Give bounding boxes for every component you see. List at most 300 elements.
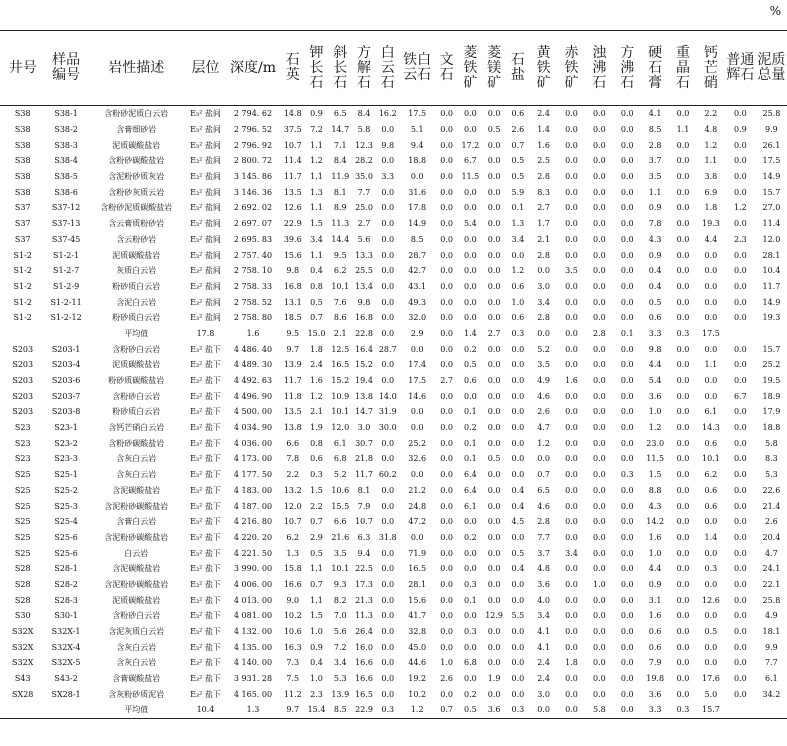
table-cell: 2.8 bbox=[593, 328, 606, 338]
table-cell: 0.9 bbox=[648, 250, 662, 260]
column-header: 岩性描述 bbox=[87, 31, 186, 106]
table-cell: 0.5 bbox=[511, 548, 525, 558]
table-cell: 0.0 bbox=[565, 156, 578, 166]
table-cell: 0.0 bbox=[381, 376, 395, 386]
table-cell: E₃² 盐下 bbox=[190, 407, 221, 417]
table-cell: 19.3 bbox=[762, 313, 781, 323]
table-cell: E₃² 盐间 bbox=[190, 266, 221, 276]
table-cell: E₃² 盐下 bbox=[190, 611, 221, 621]
table-cell: 22.8 bbox=[355, 328, 373, 338]
table-cell: 31.8 bbox=[378, 532, 397, 542]
table-cell: 9.4 bbox=[357, 548, 371, 558]
table-cell: 0.0 bbox=[733, 501, 747, 511]
table-cell: 10.2 bbox=[283, 611, 302, 621]
table-row bbox=[0, 451, 787, 467]
table-row bbox=[0, 435, 787, 451]
table-cell: 8.1 bbox=[357, 485, 371, 495]
table-cell: E₃² 盐间 bbox=[190, 172, 221, 182]
table-cell: E₃² 盐下 bbox=[190, 438, 221, 448]
column-header: 泥质总量 bbox=[756, 31, 787, 106]
table-row bbox=[0, 686, 787, 702]
table-cell: 0.5 bbox=[463, 360, 477, 370]
table-cell: 9.0 bbox=[286, 595, 300, 605]
table-cell: 0.0 bbox=[381, 234, 395, 244]
table-cell: S25-6 bbox=[54, 548, 78, 558]
table-cell: 0.0 bbox=[593, 281, 606, 291]
table-cell: 0.0 bbox=[733, 674, 747, 684]
table-cell: S1-2-1 bbox=[53, 250, 80, 260]
table-cell: 22.6 bbox=[762, 485, 781, 495]
table-cell: 0.6 bbox=[511, 313, 525, 323]
table-cell: S25 bbox=[14, 532, 31, 542]
table-cell: 0.0 bbox=[381, 642, 395, 652]
table-cell: 0.0 bbox=[565, 219, 578, 229]
table-cell: 1.1 bbox=[310, 172, 323, 182]
table-cell: 0.0 bbox=[381, 564, 395, 574]
table-cell: 22.9 bbox=[352, 702, 376, 718]
table-cell: 2.3 bbox=[733, 234, 747, 244]
table-row bbox=[0, 279, 787, 295]
table-cell: 7.7 bbox=[537, 532, 551, 542]
table-cell: 35.0 bbox=[355, 172, 373, 182]
table-cell: 0.0 bbox=[487, 548, 501, 558]
table-cell: 2.8 bbox=[537, 517, 551, 527]
lithology-cell: 含泥粉砂碳酸盐岩 bbox=[104, 501, 169, 511]
table-cell: 0.0 bbox=[733, 250, 747, 260]
table-cell: 5.6 bbox=[333, 627, 347, 637]
table-cell: 3 145. 86 bbox=[233, 172, 273, 182]
table-row bbox=[0, 137, 787, 153]
table-cell: 0.0 bbox=[620, 297, 634, 307]
table-cell: 0.0 bbox=[676, 470, 690, 480]
table-cell: S203-1 bbox=[51, 344, 81, 354]
table-cell: 1.6 bbox=[537, 140, 551, 150]
table-cell: 0.0 bbox=[620, 438, 634, 448]
table-cell: 1.1 bbox=[310, 564, 323, 574]
table-cell: 14.7 bbox=[355, 407, 373, 417]
table-cell: 0.0 bbox=[381, 579, 395, 589]
table-row bbox=[0, 655, 787, 671]
table-cell: 1.0 bbox=[648, 548, 662, 558]
table-cell: 1.2 bbox=[704, 140, 718, 150]
table-cell: 0.7 bbox=[310, 313, 323, 323]
table-cell: 1.0 bbox=[648, 407, 662, 417]
table-cell: 0.0 bbox=[733, 627, 747, 637]
table-cell: 44.6 bbox=[408, 658, 427, 668]
table-cell: 0.0 bbox=[463, 642, 477, 652]
table-cell: 2 695. 83 bbox=[233, 234, 273, 244]
table-cell: 0.0 bbox=[620, 250, 634, 260]
table-cell: 4 221. 50 bbox=[233, 548, 273, 558]
table-cell: 14.9 bbox=[762, 172, 781, 182]
table-cell: 1.9 bbox=[487, 674, 501, 684]
table-cell: 0.0 bbox=[593, 517, 606, 527]
table-cell: 0.0 bbox=[410, 470, 424, 480]
table-cell: 16.2 bbox=[378, 109, 397, 119]
table-cell: 3.4 bbox=[310, 234, 323, 244]
table-cell: S1-2 bbox=[13, 313, 32, 323]
column-header: 石英 bbox=[281, 31, 305, 106]
table-cell: 0.3 bbox=[620, 470, 634, 480]
table-cell: 0.6 bbox=[704, 485, 718, 495]
table-cell: S25 bbox=[14, 470, 31, 480]
table-cell: 0.0 bbox=[620, 140, 634, 150]
table-cell: 3.6 bbox=[648, 391, 662, 401]
table-cell: 18.5 bbox=[283, 313, 302, 323]
table-cell: 4.3 bbox=[648, 234, 662, 244]
table-cell: 2.6 bbox=[765, 517, 778, 527]
table-cell: 15.2 bbox=[355, 360, 373, 370]
table-cell: S23 bbox=[14, 438, 31, 448]
table-cell: 0.0 bbox=[593, 501, 606, 511]
table-cell: S23 bbox=[14, 454, 31, 464]
table-cell: 7.9 bbox=[648, 658, 662, 668]
table-cell: 3.8 bbox=[704, 172, 718, 182]
table-cell: 0.0 bbox=[440, 281, 453, 291]
table-cell: 0.0 bbox=[593, 172, 606, 182]
table-cell: 0.6 bbox=[511, 109, 525, 119]
table-cell: 0.0 bbox=[565, 297, 578, 307]
table-row bbox=[0, 373, 787, 389]
table-cell: 12.0 bbox=[331, 423, 350, 433]
table-cell: 9.8 bbox=[357, 297, 371, 307]
table-cell: 0.0 bbox=[487, 360, 501, 370]
table-cell: 0.1 bbox=[463, 595, 477, 605]
column-header: 硬石膏 bbox=[641, 31, 669, 106]
average-row bbox=[0, 326, 787, 342]
table-row bbox=[0, 341, 787, 357]
table-cell: 60.2 bbox=[378, 470, 397, 480]
table-row bbox=[0, 184, 787, 200]
table-cell: 1.1 bbox=[310, 250, 323, 260]
table-cell: 0.0 bbox=[620, 156, 634, 166]
table-cell: 0.0 bbox=[620, 564, 634, 574]
table-cell: 8.3 bbox=[765, 454, 778, 464]
table-cell: E₃² 盐间 bbox=[190, 297, 221, 307]
table-cell: 0.7 bbox=[435, 702, 459, 718]
table-cell: 0.0 bbox=[733, 297, 747, 307]
table-row bbox=[0, 404, 787, 420]
table-row bbox=[0, 247, 787, 263]
table-cell: S38-3 bbox=[54, 140, 78, 150]
table-cell: 5.4 bbox=[463, 219, 477, 229]
table-cell: 14.4 bbox=[331, 234, 350, 244]
lithology-cell: 粉砂质白云岩 bbox=[112, 313, 161, 323]
lithology-cell: 含泥粉砂碳酸盐岩 bbox=[104, 532, 169, 542]
table-cell: S28 bbox=[14, 595, 31, 605]
table-cell: 0.0 bbox=[620, 391, 634, 401]
table-cell: 14.6 bbox=[408, 391, 427, 401]
table-cell: 0.0 bbox=[733, 344, 747, 354]
table-cell: 6.1 bbox=[463, 501, 477, 511]
table-cell: 0.0 bbox=[511, 250, 525, 260]
table-cell: 0.0 bbox=[733, 313, 747, 323]
table-cell: S38-5 bbox=[54, 172, 78, 182]
table-cell: 15.7 bbox=[762, 344, 781, 354]
table-cell: 4 489. 30 bbox=[233, 360, 273, 370]
table-cell: E₃² 盐下 bbox=[190, 674, 221, 684]
table-cell: 0.0 bbox=[620, 234, 634, 244]
table-cell: 4.1 bbox=[648, 109, 662, 119]
table-cell: 0.0 bbox=[676, 689, 690, 699]
table-cell: S23 bbox=[14, 423, 31, 433]
table-cell: 0.0 bbox=[620, 219, 634, 229]
table-cell: 0.0 bbox=[620, 517, 634, 527]
table-cell: 0.0 bbox=[565, 674, 578, 684]
table-row bbox=[0, 545, 787, 561]
table-cell: 12.6 bbox=[283, 203, 302, 213]
table-cell: 8.2 bbox=[333, 595, 347, 605]
table-cell: 0.0 bbox=[558, 702, 586, 718]
table-cell: 11.5 bbox=[461, 172, 480, 182]
table-cell: 0.0 bbox=[565, 125, 578, 135]
table-cell: 15.7 bbox=[762, 187, 781, 197]
table-cell: 2.5 bbox=[537, 156, 551, 166]
table-cell: 2.2 bbox=[286, 470, 300, 480]
table-cell: 4 500. 00 bbox=[233, 407, 273, 417]
table-cell: 26.1 bbox=[762, 140, 781, 150]
table-cell: 0.0 bbox=[511, 454, 525, 464]
table-cell: 0.1 bbox=[463, 454, 477, 464]
table-cell: 0.5 bbox=[511, 172, 525, 182]
table-cell: 0.0 bbox=[620, 125, 634, 135]
table-cell: 0.0 bbox=[733, 532, 747, 542]
table-cell: E₃² 盐下 bbox=[190, 548, 221, 558]
table-cell: 0.0 bbox=[410, 172, 424, 182]
table-cell: 0.0 bbox=[487, 219, 501, 229]
table-cell: 14.9 bbox=[762, 297, 781, 307]
table-cell: 6.6 bbox=[333, 517, 347, 527]
table-cell: 8.4 bbox=[357, 109, 371, 119]
table-cell: 9.4 bbox=[410, 140, 424, 150]
table-cell: 1.0 bbox=[511, 297, 525, 307]
table-cell: 0.0 bbox=[381, 438, 395, 448]
table-cell: 10.9 bbox=[331, 391, 350, 401]
table-cell: E₃² 盐下 bbox=[190, 423, 221, 433]
table-cell: 0.0 bbox=[565, 485, 578, 495]
table-cell: 0.0 bbox=[487, 438, 501, 448]
table-cell: S203 bbox=[12, 407, 34, 417]
table-cell: 22.9 bbox=[283, 219, 302, 229]
table-cell: 0.0 bbox=[381, 328, 395, 338]
table-cell: E₃² 盐下 bbox=[190, 470, 221, 480]
table-cell: E₃² 盐下 bbox=[190, 391, 221, 401]
table-cell: 0.0 bbox=[593, 203, 606, 213]
table-cell: 3.4 bbox=[537, 611, 551, 621]
table-cell: 0.0 bbox=[593, 376, 606, 386]
table-cell: 0.0 bbox=[381, 203, 395, 213]
table-cell: 25.0 bbox=[355, 203, 373, 213]
table-cell: 0.0 bbox=[381, 548, 395, 558]
table-cell: E₃² 盐间 bbox=[190, 187, 221, 197]
table-cell: 11.7 bbox=[283, 172, 302, 182]
table-cell: 0.0 bbox=[620, 454, 634, 464]
table-cell: 2.4 bbox=[537, 674, 551, 684]
lithology-cell: 平均值 bbox=[87, 702, 186, 718]
table-row bbox=[0, 169, 787, 185]
table-cell: 0.0 bbox=[593, 674, 606, 684]
table-cell: 25.2 bbox=[408, 438, 427, 448]
table-cell: 6.1 bbox=[704, 407, 718, 417]
table-cell: 2 697. 07 bbox=[233, 219, 273, 229]
table-cell: 0.0 bbox=[676, 156, 690, 166]
table-cell: 0.0 bbox=[463, 517, 477, 527]
table-cell: 4.7 bbox=[765, 548, 778, 558]
table-cell: 0.0 bbox=[676, 234, 690, 244]
table-cell: 0.0 bbox=[593, 470, 606, 480]
table-cell: 0.0 bbox=[565, 642, 578, 652]
table-cell: 0.0 bbox=[440, 234, 453, 244]
table-cell: 0.5 bbox=[487, 454, 501, 464]
table-cell: 0.0 bbox=[620, 266, 634, 276]
table-cell: 0.0 bbox=[676, 548, 690, 558]
table-cell: 0.0 bbox=[620, 579, 634, 589]
table-cell: 24.1 bbox=[762, 564, 781, 574]
table-cell: 0.0 bbox=[487, 532, 501, 542]
table-cell: 0.0 bbox=[440, 297, 453, 307]
table-cell: 43.1 bbox=[408, 281, 427, 291]
table-cell: 20.4 bbox=[762, 532, 781, 542]
table-cell: S203-8 bbox=[51, 407, 81, 417]
table-cell: 15.2 bbox=[331, 376, 350, 386]
table-cell: 0.0 bbox=[704, 642, 718, 652]
table-cell: 0.0 bbox=[565, 407, 578, 417]
column-header: 铁白云石 bbox=[400, 31, 435, 106]
table-cell: 0.0 bbox=[733, 376, 747, 386]
table-cell: 0.0 bbox=[593, 642, 606, 652]
table-cell: 2.8 bbox=[537, 313, 551, 323]
table-cell: 1.2 bbox=[511, 266, 525, 276]
table-cell: 0.0 bbox=[676, 595, 690, 605]
lithology-cell: 含泥粉砂碳酸盐岩 bbox=[104, 579, 169, 589]
table-cell: 16.6 bbox=[355, 674, 373, 684]
table-cell: 2.4 bbox=[310, 360, 323, 370]
table-cell: 0.0 bbox=[676, 658, 690, 668]
table-cell: 1.4 bbox=[537, 125, 551, 135]
table-cell: 0.8 bbox=[310, 438, 323, 448]
table-cell: 0.0 bbox=[537, 328, 551, 338]
table-cell: 19.4 bbox=[355, 376, 373, 386]
table-cell: 4.3 bbox=[648, 501, 662, 511]
table-cell: S32X-5 bbox=[51, 658, 81, 668]
table-cell: 0.0 bbox=[565, 109, 578, 119]
table-cell: 1.6 bbox=[246, 328, 260, 338]
table-cell: SX28-1 bbox=[51, 689, 81, 699]
column-header: 井号 bbox=[0, 31, 45, 106]
table-cell: 2.8 bbox=[537, 172, 551, 182]
table-cell: 0.0 bbox=[487, 579, 501, 589]
table-cell: 0.0 bbox=[593, 125, 606, 135]
table-cell: 17.5 bbox=[408, 376, 427, 386]
table-cell: 0.0 bbox=[733, 454, 747, 464]
table-cell: 13.5 bbox=[283, 187, 302, 197]
table-cell: 0.0 bbox=[440, 407, 453, 417]
table-cell: 1.2 bbox=[733, 203, 747, 213]
table-cell: 10.1 bbox=[702, 454, 720, 464]
table-cell: 16.0 bbox=[355, 642, 373, 652]
table-cell: 0.0 bbox=[537, 454, 551, 464]
table-cell: 0.0 bbox=[620, 187, 634, 197]
table-cell: 0.0 bbox=[440, 219, 453, 229]
table-cell: 9.7 bbox=[286, 344, 300, 354]
table-cell: 11.2 bbox=[283, 689, 302, 699]
table-cell: 28.2 bbox=[355, 156, 373, 166]
table-cell: 8.5 bbox=[410, 234, 424, 244]
table-cell: 0.7 bbox=[511, 140, 525, 150]
table-cell: S23-1 bbox=[54, 423, 78, 433]
table-cell: 0.0 bbox=[511, 642, 525, 652]
table-cell: 0.0 bbox=[511, 438, 525, 448]
table-cell: 7.5 bbox=[286, 674, 300, 684]
table-cell: 1.0 bbox=[440, 658, 453, 668]
table-cell: 0.0 bbox=[440, 470, 453, 480]
table-cell: 5.2 bbox=[333, 470, 347, 480]
table-cell: 0.0 bbox=[676, 266, 690, 276]
table-cell: 2 758. 10 bbox=[233, 266, 273, 276]
table-cell: 1.2 bbox=[648, 423, 662, 433]
table-cell: 0.0 bbox=[733, 172, 747, 182]
table-cell: 10.1 bbox=[331, 564, 350, 574]
table-cell: 0.0 bbox=[381, 360, 395, 370]
table-cell: 6.2 bbox=[333, 266, 347, 276]
table-cell: 0.0 bbox=[733, 579, 747, 589]
lithology-cell: 泥质碳酸盐岩 bbox=[112, 250, 161, 260]
table-cell: 0.7 bbox=[310, 517, 323, 527]
table-cell: 13.2 bbox=[283, 485, 302, 495]
table-cell: 4 216. 80 bbox=[233, 517, 273, 527]
table-cell: 16.8 bbox=[283, 281, 302, 291]
table-cell: 0.0 bbox=[440, 156, 453, 166]
table-cell: S38 bbox=[14, 172, 31, 182]
table-cell: 0.5 bbox=[648, 297, 662, 307]
table-cell: S203-7 bbox=[51, 391, 81, 401]
table-cell: 0.4 bbox=[310, 658, 323, 668]
table-cell: 2 796. 92 bbox=[233, 140, 273, 150]
table-cell: 3.3 bbox=[381, 172, 395, 182]
lithology-cell: 白云岩 bbox=[124, 548, 149, 558]
column-header: 层位 bbox=[186, 31, 225, 106]
table-cell: 0.5 bbox=[310, 548, 323, 558]
table-cell: 3.4 bbox=[511, 234, 525, 244]
table-cell: 1.3 bbox=[286, 548, 300, 558]
table-row bbox=[0, 671, 787, 687]
table-cell: 4 034. 90 bbox=[233, 423, 273, 433]
table-cell: 0.0 bbox=[565, 172, 578, 182]
table-cell: 0.0 bbox=[440, 438, 453, 448]
table-cell: 3.5 bbox=[537, 360, 551, 370]
table-cell: 4 140. 00 bbox=[233, 658, 273, 668]
table-cell: 5.8 bbox=[585, 702, 613, 718]
table-cell: 13.8 bbox=[283, 423, 302, 433]
table-cell: 13.9 bbox=[283, 360, 302, 370]
table-cell: S1-2 bbox=[13, 250, 32, 260]
table-cell: 0.0 bbox=[511, 689, 525, 699]
table-cell: 4.8 bbox=[537, 564, 551, 574]
table-cell: 8.6 bbox=[333, 313, 347, 323]
table-cell: 0.0 bbox=[487, 187, 501, 197]
table-cell: 2.2 bbox=[310, 501, 323, 511]
table-cell: 8.5 bbox=[328, 702, 352, 718]
table-cell: S32X-1 bbox=[51, 627, 81, 637]
table-cell: 4.6 bbox=[537, 501, 551, 511]
lithology-cell: 泥质碳酸盐岩 bbox=[112, 360, 161, 370]
table-cell: S28 bbox=[14, 579, 31, 589]
table-cell: 14.7 bbox=[331, 125, 350, 135]
column-header: 石盐 bbox=[506, 31, 530, 106]
table-cell: 0.5 bbox=[704, 627, 718, 637]
table-cell: 0.0 bbox=[704, 281, 718, 291]
table-cell: 0.0 bbox=[487, 689, 501, 699]
